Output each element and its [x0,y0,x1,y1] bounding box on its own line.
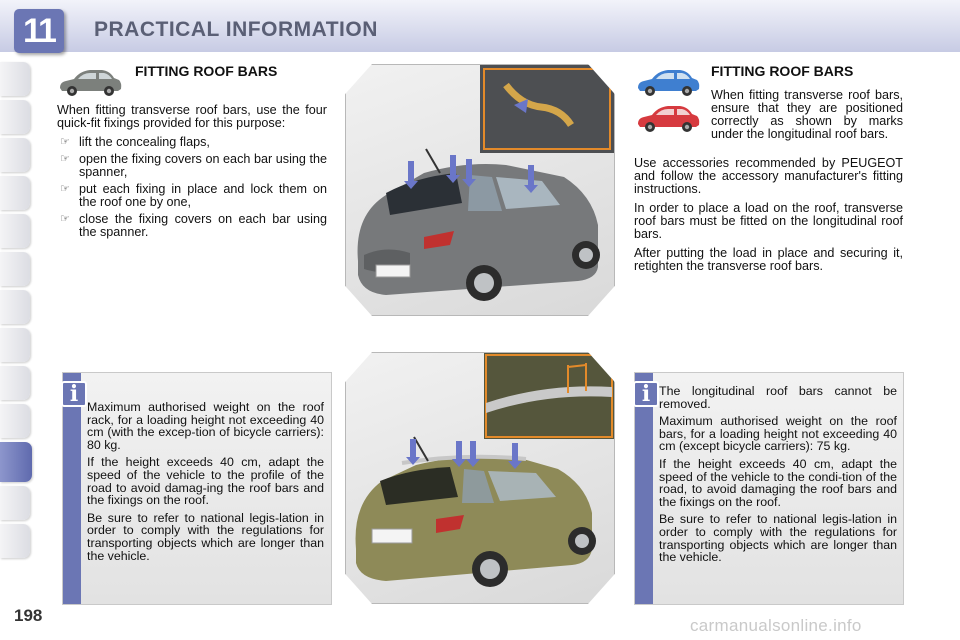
info-box-right [634,372,904,605]
chapter-tab[interactable] [0,214,30,248]
section-title-right: FITTING ROOF BARS [711,63,854,79]
info-box-stripe [635,373,653,604]
section-title-left: FITTING ROOF BARS [135,63,278,79]
list-item: ☞ close the fixing covers on each bar using the spanner. [60,212,327,239]
max-weight-paragraph: Maximum authorised weight on the roof rack, for a loading height not exceeding 40 cm (with the excep-tion of bicycle carriers): 80 kg. [87,400,324,452]
chapter-tab[interactable] [0,404,30,438]
pointing-hand-icon: ☞ [60,213,70,225]
legislation-paragraph: Be sure to refer to national legis-lation in order to comply with the regulations for transporting objects which are longer than the vehicle. [659,512,897,565]
chapter-tab[interactable] [0,138,30,172]
steps-list [57,136,327,239]
right-positioning-text: When fitting transverse roof bars, ensure that they are positioned correctly as shown by marks under the longitudinal roof bars. [711,88,903,141]
height-paragraph: If the height exceeds 40 cm, adapt the speed of the vehicle to the condi-tion of the road, to avoid damaging the roof bars and the fixings on the roof. [659,456,897,509]
chapter-tab[interactable] [0,328,30,362]
list-item: ☞ put each fixing in place and lock them on the roof one by one, [60,182,327,209]
max-weight-paragraph: Maximum authorised weight on the roof bars, for a loading height not exceeding 40 cm (except bicycle carriers): 75 kg. [659,414,897,454]
hatchback-car-icon-blue [634,64,702,98]
chapter-number-badge: 11 [14,9,64,53]
accessories-paragraph: Use accessories recommended by PEUGEOT and follow the accessory manufacturer's fitting instructions. [634,156,903,196]
retighten-paragraph: After putting the load in place and securing it, retighten the transverse roof bars. [634,246,903,273]
chapter-tab-strip [0,62,34,582]
list-item: ☞ lift the concealing flaps, [60,135,210,149]
chapter-tab[interactable] [0,252,30,286]
chapter-tab[interactable] [0,486,30,520]
chapter-tab[interactable] [0,100,30,134]
info-left-text [87,401,324,567]
pointing-hand-icon: ☞ [60,183,70,195]
chapter-tab[interactable] [0,290,30,324]
load-paragraph: In order to place a load on the roof, transverse roof bars must be fitted on the longitudinal roof bars. [634,201,903,241]
estate-roof-bars-illustration [345,352,615,604]
hatchback-roof-fixings-illustration [345,64,615,316]
info-right-text [659,385,897,569]
info-icon: i [61,381,87,407]
right-instructions [634,157,903,279]
page-header [0,0,960,52]
not-removable-paragraph: The longitudinal roof bars cannot be removed. [659,384,897,411]
page-title: PRACTICAL INFORMATION [94,18,378,41]
chapter-tab[interactable] [0,524,30,558]
info-box-left [62,372,332,605]
legislation-paragraph: Be sure to refer to national legis-lation in order to comply with the regulations for transporting objects which are longer than the vehicle. [87,510,324,563]
chapter-tab[interactable] [0,62,30,96]
height-paragraph: If the height exceeds 40 cm, adapt the speed of the vehicle to the profile of the road to avoid damag-ing the roof bars and the fixings on the roof. [87,455,324,508]
chapter-tab[interactable] [0,176,30,210]
page-number: 198 [14,606,43,625]
list-item: ☞ open the fixing covers on each bar using the spanner, [60,152,327,179]
pointing-hand-icon: ☞ [60,136,70,148]
chapter-tab-active[interactable] [0,442,32,482]
intro-paragraph: When fitting transverse roof bars, use the four quick-fit fixings provided for this purpose: [57,103,327,130]
info-icon: i [633,381,659,407]
pointing-hand-icon: ☞ [60,153,70,165]
hatchback-drawing [346,65,614,315]
info-box-stripe [63,373,81,604]
hatchback-car-icon [56,64,124,98]
watermark: carmanualsonline.info [690,616,862,635]
estate-drawing [346,353,614,603]
hatchback-car-icon-red [634,100,702,134]
left-instructions [57,104,327,243]
chapter-tab[interactable] [0,366,30,400]
